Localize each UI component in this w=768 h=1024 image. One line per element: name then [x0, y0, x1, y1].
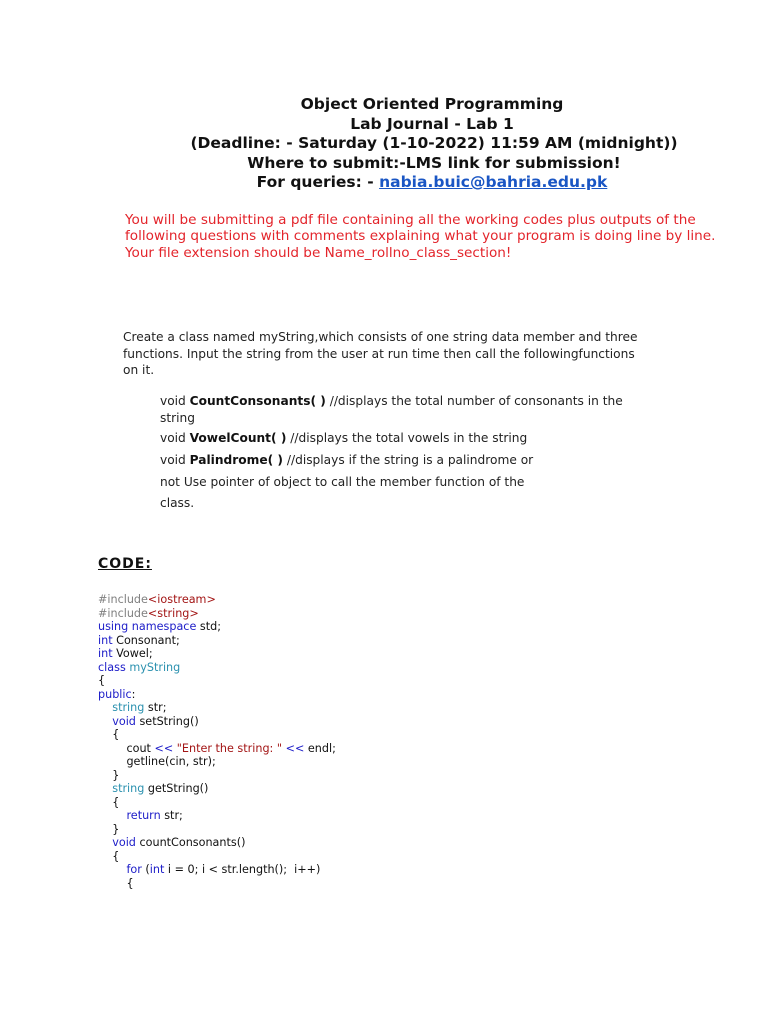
code-token: Vowel; — [112, 647, 153, 660]
code-token: std; — [196, 620, 221, 633]
code-token: int — [149, 863, 165, 876]
code-token: void — [112, 836, 136, 849]
code-token: str; — [160, 809, 183, 822]
code-token: return — [126, 809, 161, 822]
notice-line: You will be submitting a pdf file containing all the working codes plus outputs of the — [125, 212, 696, 228]
fn-prefix: void — [160, 431, 190, 445]
code-token: int — [98, 647, 113, 660]
code-token: "Enter the string: " — [173, 741, 286, 755]
code-token: public — [98, 687, 132, 701]
code-token: string — [112, 782, 145, 795]
code-token: <string> — [147, 606, 199, 620]
code-token: #include — [98, 593, 148, 606]
queries-line — [0, 173, 768, 193]
task-line: on it. — [123, 363, 155, 378]
fn-name: Palindrome( ) — [189, 453, 283, 467]
code-token: <iostream> — [147, 593, 216, 606]
code-token: using — [98, 620, 129, 633]
task-line: functions. Input the string from the user at run time then call the followingfunctions — [123, 346, 635, 361]
task-description — [123, 329, 683, 379]
code-token: for — [126, 863, 142, 876]
code-token: countConsonants() — [135, 836, 246, 849]
course-title: Object Oriented Programming — [300, 95, 564, 113]
code-token: { — [126, 876, 134, 890]
fn-desc: //displays if the string is a palindrome or — [283, 453, 534, 467]
code-token: { — [112, 795, 120, 809]
code-token: endl; — [304, 741, 336, 755]
code-token: { — [112, 728, 120, 741]
code-token: string — [112, 701, 145, 714]
contact-email-link[interactable]: nabia.buic@bahria.edu.pk — [379, 173, 608, 191]
function-item-count-consonants — [160, 393, 680, 426]
code-token: } — [112, 768, 120, 782]
fn-desc: //displays the total vowels in the string — [286, 431, 528, 445]
code-token: i = 0; i < str.length(); i++) — [164, 863, 321, 876]
code-token: cout — [126, 741, 155, 755]
code-token: setString() — [135, 714, 199, 728]
code-token: myString — [129, 660, 181, 674]
submission-notice — [125, 212, 735, 261]
code-token: namespace — [131, 620, 197, 633]
fn-name: VowelCount( ) — [189, 431, 287, 445]
code-token: getline(cin, str); — [126, 755, 216, 768]
submit-line: Where to submit:-LMS link for submission! — [247, 153, 621, 172]
code-token: } — [112, 822, 120, 836]
code-token: << — [285, 741, 305, 755]
fn-prefix: void — [160, 453, 190, 467]
fn-desc-cont: not Use pointer of object to call the member function of the — [160, 474, 525, 489]
code-token: ( — [141, 863, 150, 876]
code-token: class — [98, 660, 126, 674]
function-item-palindrome — [160, 452, 560, 512]
notice-line: following questions with comments explaining what your program is doing line by line. — [125, 228, 716, 245]
code-token: { — [112, 849, 120, 863]
fn-desc: //displays the total number of consonants in the — [325, 394, 623, 408]
code-token: #include — [98, 606, 148, 620]
function-item-vowel-count — [160, 430, 680, 447]
code-token: << — [154, 741, 174, 755]
notice-line: Your file extension should be Name_rollno_class_section! — [125, 244, 512, 261]
code-token: str; — [144, 701, 167, 714]
code-token: { — [98, 674, 106, 687]
code-token: Consonant; — [112, 633, 180, 647]
task-line: Create a class named myString,which consists of one string data member and three — [123, 330, 638, 344]
deadline-line: (Deadline: - Saturday (1-10-2022) 11:59 AM (midnight)) — [190, 134, 678, 152]
fn-prefix: void — [160, 394, 190, 408]
lab-title: Lab Journal - Lab 1 — [350, 114, 514, 133]
code-token: : — [131, 687, 136, 701]
code-heading: CODE: — [98, 556, 152, 572]
queries-label: For queries: - — [256, 173, 380, 191]
fn-name: CountConsonants( ) — [189, 394, 326, 408]
fn-desc-cont: string — [160, 410, 195, 425]
code-token: getString() — [144, 782, 209, 795]
code-block — [98, 593, 336, 890]
fn-desc-cont: class. — [160, 496, 195, 511]
code-token: void — [112, 714, 136, 728]
code-token: int — [98, 633, 113, 647]
document-header — [0, 95, 768, 193]
